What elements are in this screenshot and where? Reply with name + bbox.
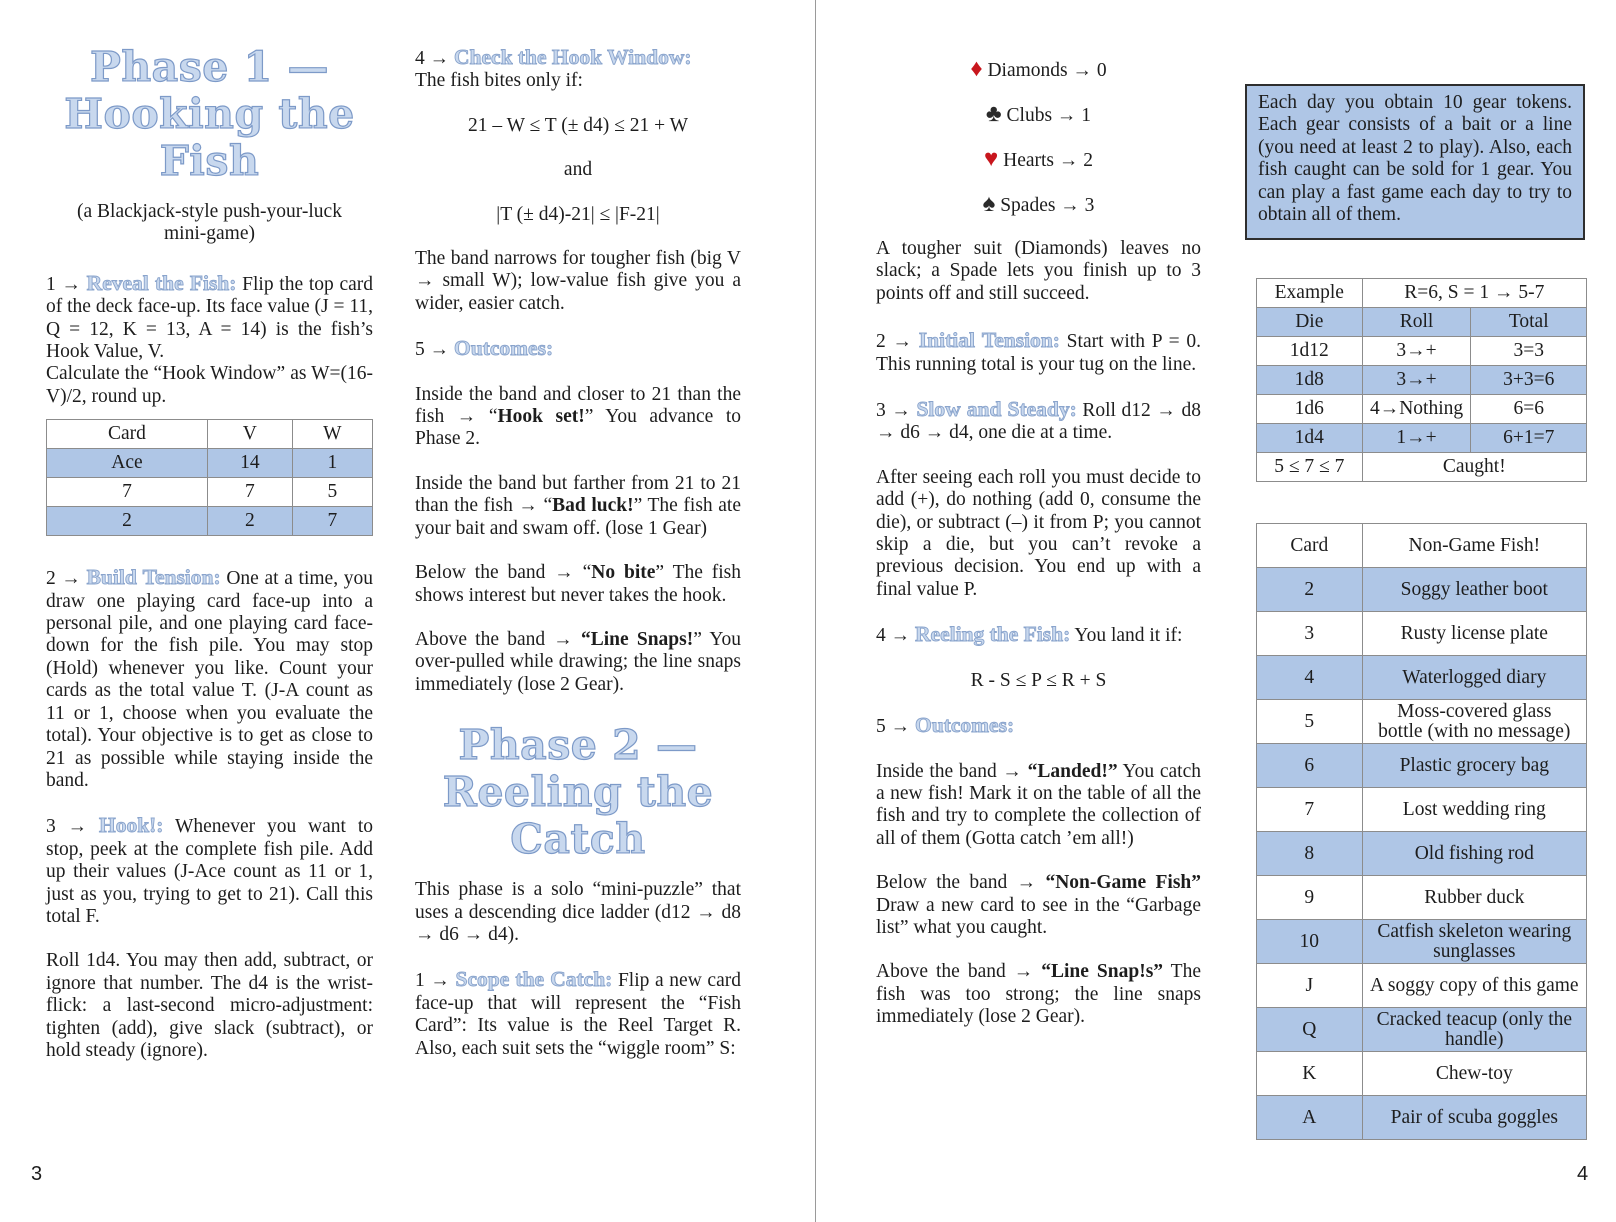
step-heading: Build Tension:: [86, 565, 221, 590]
example-header-row: Die Roll Total: [1257, 308, 1587, 337]
table-row: 6 Plastic grocery bag: [1257, 744, 1587, 788]
reel-formula: R - S ≤ P ≤ R + S: [970, 669, 1107, 691]
table-row: 7 Lost wedding ring: [1257, 788, 1587, 832]
hook-formula-1: 21 – W ≤ T (± d4) ≤ 21 + W: [467, 114, 689, 136]
phase2-step1: 1 → Scope the Catch: Flip a new card face-up that will represent the “Fish Card”: Its value is the Reel Target R. Also, each suit sets the “wiggle room” S:: [415, 967, 741, 1059]
left-column-1: [46, 44, 373, 1062]
phase2-title-line1: Phase 2 —: [458, 721, 698, 770]
band-paragraph: The band narrows for tougher fish (big V → small W); low-value fish give you a wider, easier catch.: [415, 248, 741, 314]
outcome-line-snap: Above the band → “Line Snap!s” The fish was too strong; the line snaps immediately (lose 2 Gear).: [876, 961, 1201, 1028]
suit-spades: ♠ Spades → 3: [982, 191, 1095, 217]
club-icon: ♣: [985, 101, 1002, 127]
outcome-non-game-fish: Below the band → “Non-Game Fish” Draw a new card to see in the “Garbage list” what you caught.: [876, 872, 1202, 938]
table-row: 7 7 5: [47, 478, 373, 507]
step-heading: Reveal the Fish:: [86, 270, 237, 295]
hook-formula-and: and: [563, 159, 593, 181]
phase2-title: [415, 722, 741, 863]
step-heading: Outcomes:: [915, 713, 1015, 738]
suit-paragraph: A tougher suit (Diamonds) leaves no slack; a Spade lets you finish up to 3 points off and still succeed.: [876, 238, 1201, 304]
phase1-title: [46, 44, 373, 185]
phase1-title-line3: Fish: [159, 137, 260, 185]
diamond-icon: ♦: [970, 56, 983, 82]
table-row: K Chew-toy: [1257, 1052, 1587, 1096]
table-row: 2 Soggy leather boot: [1257, 568, 1587, 612]
table-row: 8 Old fishing rod: [1257, 832, 1587, 876]
spade-icon: ♠: [982, 191, 996, 217]
table-row: Q Cracked teacup (only the handle): [1257, 1008, 1587, 1052]
right-column-1: [876, 58, 1201, 1029]
after-roll-paragraph: After seeing each roll you must decide to add (+), do nothing (add 0, consume the die), or subtract (–) it from P; you cannot skip a die, but you can’t revoke a previous decision. You end up with a final value P.: [876, 466, 1201, 600]
example-title-row: Example R=6, S = 1 → 5-7: [1257, 279, 1587, 308]
gear-info-box: [1245, 84, 1585, 240]
non-game-fish-table: [1256, 523, 1587, 1140]
outcome-hook-set: Inside the band and closer to 21 than the fish → “Hook set!” You advance to Phase 2.: [415, 383, 741, 450]
outcome-bad-luck: Inside the band but farther from 21 to 21 than the fish → “Bad luck!” The fish ate your bait and swam off. (lose 1 Gear): [415, 472, 741, 539]
step-heading: Scope the Catch:: [455, 967, 613, 992]
example-final-row: 5 ≤ 7 ≤ 7 Caught!: [1257, 453, 1587, 482]
step-heading: Reeling the Fish:: [915, 622, 1071, 647]
phase2-step4: 4 → Reeling the Fish: You land it if:: [876, 622, 1183, 647]
table-header-row: Card V W: [47, 420, 373, 449]
heart-icon: ♥: [983, 146, 999, 172]
step-heading: Outcomes:: [454, 336, 554, 361]
step-heading: Hook!:: [98, 813, 164, 838]
suit-clubs: ♣ Clubs → 1: [985, 101, 1092, 127]
gear-info-text: Each day you obtain 10 gear tokens. Each gear consists of a bait or a line (you need at least 2 to play). Also, each fish caught can be sold for 1 gear. You can play a fast game each day to try to obtain all of them.: [1258, 92, 1572, 226]
suit-hearts: ♥ Hearts → 2: [983, 146, 1094, 172]
table-row: A Pair of scuba goggles: [1257, 1096, 1587, 1140]
outcome-line-snaps: Above the band → “Line Snaps!” You over-pulled while drawing; the line snaps immediately (lose 2 Gear).: [415, 628, 742, 695]
example-table: [1256, 278, 1587, 482]
table-row: 1d12 3→+ 3=3: [1257, 337, 1587, 366]
nongame-table-wrap: [1256, 523, 1587, 1140]
page-number-left: 3: [31, 1163, 43, 1185]
phase2-step5: 5 → Outcomes:: [876, 713, 1015, 738]
table-row: 4 Waterlogged diary: [1257, 656, 1587, 700]
hook-formula-2: |T (± d4)-21| ≤ |F-21|: [496, 203, 660, 225]
step-heading: Check the Hook Window:: [454, 45, 692, 69]
phase1-step3: 3 → Hook!: Whenever you want to stop, peek at the complete fish pile. Add up their values (J-Ace count as 11 or 1, just as you, trying to get to 21). Call this total F.: [46, 813, 373, 927]
table-row: 9 Rubber duck: [1257, 876, 1587, 920]
table-row: 1d6 4→Nothing 6=6: [1257, 395, 1587, 424]
phase1-step2: 2 → Build Tension: One at a time, you draw one playing card face-up into a personal pile, and one playing card face-down for the fish pile. You may stop (Hold) whenever you like. Count your cards as the total value T. (J-A count as 11 or 1, choose when you evaluate the total). Your objective is to get as close to 21 as possible while staying inside the band.: [46, 565, 374, 791]
table-row: J A soggy copy of this game: [1257, 964, 1587, 1008]
hook-window-table: [46, 419, 373, 536]
phase2-intro: This phase is a solo “mini-puzzle” that uses a descending dice ladder (d12 → d8 → d6 → d4).: [415, 879, 741, 945]
phase2-title-line3: Catch: [510, 815, 646, 864]
phase2-step2: 2 → Initial Tension: Start with P = 0. This running total is your tug on the line.: [876, 328, 1201, 375]
table-row: 5 Moss-covered glass bottle (with no message): [1257, 700, 1587, 744]
page-divider: [815, 0, 816, 1222]
outcome-no-bite: Below the band → “No bite” The fish shows interest but never takes the hook.: [415, 562, 742, 606]
phase1-step1: 1 → Reveal the Fish: Flip the top card of the deck face-up. Its face value (J = 11, Q = 12, K = 13, A = 14) is the fish’s Hook Value, V.: [46, 270, 373, 363]
example-table-wrap: [1256, 278, 1587, 482]
phase2-step3: 3 → Slow and Steady: Roll d12 → d8 → d6 → d4, one die at a time.: [876, 397, 1201, 444]
phase1-step4-body: The fish bites only if:: [415, 70, 583, 92]
nongame-header-row: Card Non-Game Fish!: [1257, 524, 1587, 568]
suit-diamonds: ♦ Diamonds → 0: [970, 56, 1107, 82]
table-row: 3 Rusty license plate: [1257, 612, 1587, 656]
phase1-title-line2: Hooking the: [64, 90, 355, 138]
phase1-step5: 5 → Outcomes:: [415, 336, 554, 361]
table-row: 2 2 7: [47, 507, 373, 536]
step-heading: Initial Tension:: [918, 328, 1060, 353]
phase1-roll-paragraph: Roll 1d4. You may then add, subtract, or ignore that number. The d4 is the wrist-flick: a last-second micro-adjustment: tighten (add), give slack (subtract), or hold steady (ignore).: [46, 950, 373, 1061]
table-row: 10 Catfish skeleton wearing sunglasses: [1257, 920, 1587, 964]
phase1-step1-window: Calculate the “Hook Window” as W=(16-V)/2, round up.: [46, 363, 373, 407]
phase2-title-line2: Reeling the: [442, 768, 714, 817]
phase1-subtitle: (a Blackjack-style push-your-luck mini-game): [77, 201, 342, 245]
table-row: 1d4 1→+ 6+1=7: [1257, 424, 1587, 453]
page-number-right: 4: [1577, 1163, 1589, 1185]
step-heading: Slow and Steady:: [916, 397, 1077, 422]
left-column-2: [415, 46, 741, 1060]
outcome-landed: Inside the band → “Landed!” You catch a new fish! Mark it on the table of all the fish and try to complete the collection of all of them (Gotta catch ’em all!): [876, 760, 1201, 849]
table-row: Ace 14 1: [47, 449, 373, 478]
phase1-step4: 4 → Check the Hook Window:: [415, 45, 692, 69]
table-row: 1d8 3→+ 3+3=6: [1257, 366, 1587, 395]
phase1-title-line1: Phase 1 —: [90, 43, 329, 91]
